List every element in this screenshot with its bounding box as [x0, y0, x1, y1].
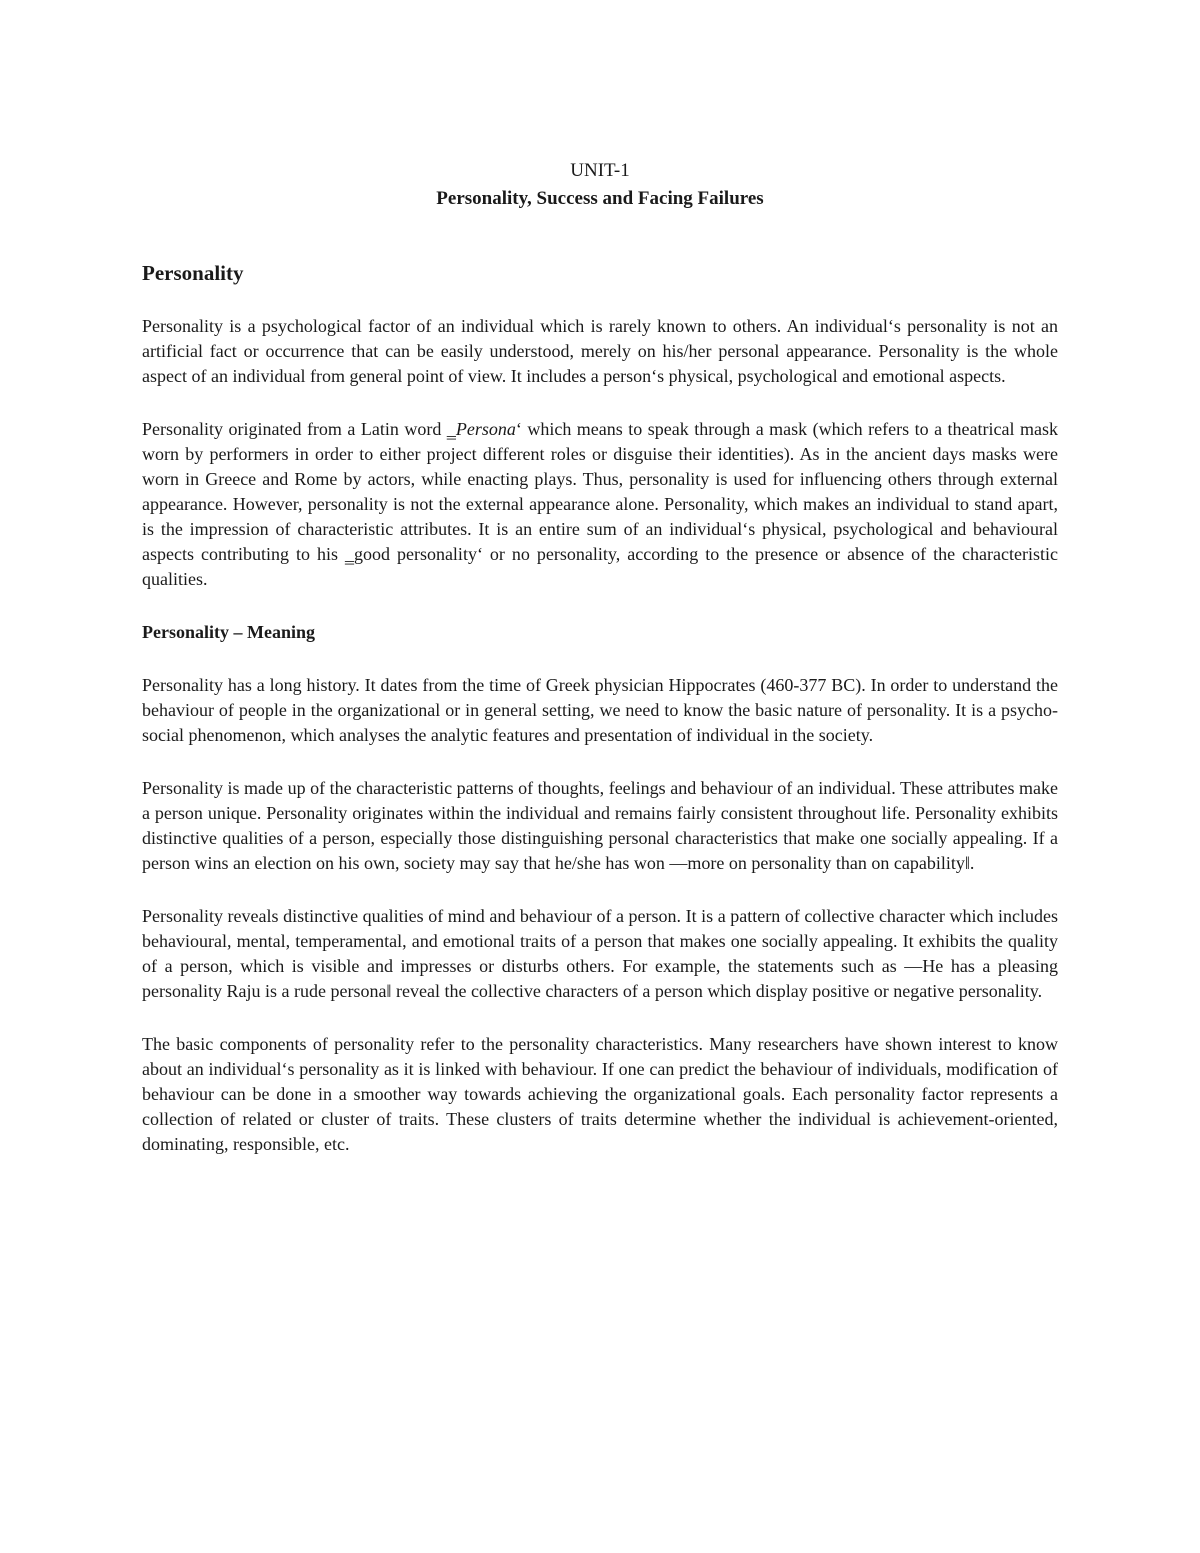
paragraph-personality-definition: Personality is a psychological factor of an individual which is rarely known to others. An individual‘s personality is not an artificial fact or occurrence that can be easily understood, merely on his/her personal appearance. Personality is the whole aspect of an individual from general point of view. It includes a person‘s physical, psychological and emotional aspects.	[142, 316, 1058, 386]
paragraph-meaning-qualities: Personality reveals distinctive qualities of mind and behaviour of a person. It is a pattern of collective character which includes behavioural, mental, temperamental, and emotional traits of a person that makes one socially appealing. It exhibits the quality of a person, which is visible and impresses or disturbs others. For example, the statements such as ―He has a pleasing personality Raju is a rude persona‖ reveal the collective characters of a person which display positive or negative personality.	[142, 906, 1058, 1001]
paragraph-meaning-history: Personality has a long history. It dates from the time of Greek physician Hippocrates (460-377 BC). In order to understand the behaviour of people in the organizational or in general setting, we need to know the basic nature of personality. It is a psycho-social phenomenon, which analyses the analytic features and presentation of individual in the society.	[142, 675, 1058, 745]
paragraph-meaning-patterns: Personality is made up of the characteristic patterns of thoughts, feelings and behaviour of an individual. These attributes make a person unique. Personality originates within the individual and remains fairly consistent throughout life. Personality exhibits distinctive qualities of a person, especially those distinguishing personal characteristics that make one socially appealing. If a person wins an election on his own, society may say that he/she has won ―more on personality than on capability‖.	[142, 778, 1058, 873]
section-heading-meaning: Personality – Meaning	[142, 622, 315, 642]
persona-word: Persona	[455, 419, 516, 439]
origin-text-before: Personality originated from a Latin word ‗	[142, 419, 456, 439]
document-page	[142, 157, 1058, 1157]
unit-label: UNIT-1	[570, 160, 630, 181]
section-heading-personality: Personality	[142, 261, 244, 285]
paragraph-personality-origin	[142, 417, 1058, 592]
origin-text-after: ‘ which means to speak through a mask (which refers to a theatrical mask worn by performers in order to either project different roles or disguise their identities). As in the ancient days masks were worn in Greece and Rome by actors, while enacting plays. Thus, personality is used for influencing others through external appearance. However, personality is not the external appearance alone. Personality, which makes an individual to stand apart, is the impression of characteristic attributes. It is an entire sum of an individual‘s physical, psychological and behavioural aspects contributing to his ‗good personality‘ or no personality, according to the presence or absence of the characteristic qualities.	[142, 419, 1058, 589]
document-title: Personality, Success and Facing Failures	[436, 188, 764, 209]
paragraph-meaning-components: The basic components of personality refer to the personality characteristics. Many researchers have shown interest to know about an individual‘s personality as it is linked with behaviour. If one can predict the behaviour of individuals, modification of behaviour can be done in a smoother way towards achieving the organizational goals. Each personality factor represents a collection of related or cluster of traits. These clusters of traits determine whether the individual is achievement-oriented, dominating, responsible, etc.	[142, 1034, 1058, 1154]
